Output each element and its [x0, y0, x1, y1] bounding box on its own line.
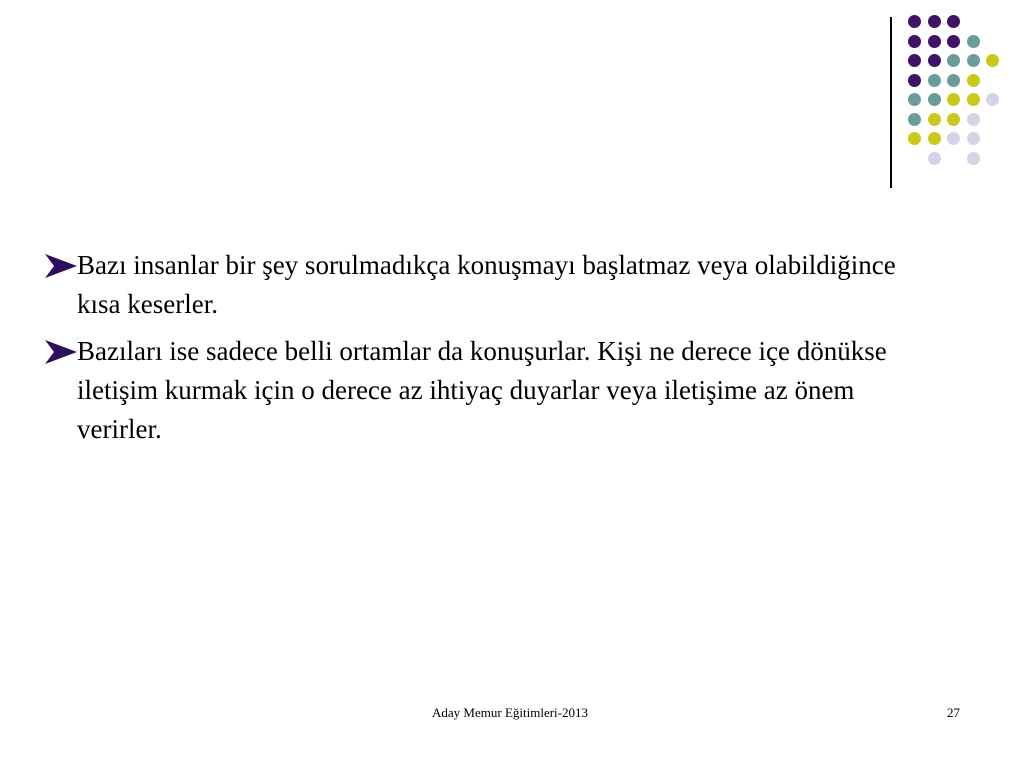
- dot-yellow: [967, 93, 980, 106]
- dot-lavender: [967, 152, 980, 165]
- dot-yellow: [947, 113, 960, 126]
- dot-purple: [947, 35, 960, 48]
- dot-yellow: [928, 132, 941, 145]
- dot-purple: [908, 74, 921, 87]
- dot-teal: [947, 74, 960, 87]
- dot-purple: [908, 35, 921, 48]
- dot-teal: [908, 93, 921, 106]
- slide-content: [40, 246, 900, 457]
- bullet-item-1: [40, 246, 900, 324]
- dot-yellow: [986, 54, 999, 67]
- dot-purple: [908, 15, 921, 28]
- dot-purple: [908, 54, 921, 67]
- dot-teal: [947, 54, 960, 67]
- dot-teal: [928, 74, 941, 87]
- dot-lavender: [986, 93, 999, 106]
- dot-teal: [967, 35, 980, 48]
- dot-teal: [967, 54, 980, 67]
- dot-teal: [928, 93, 941, 106]
- dot-yellow: [908, 132, 921, 145]
- dot-purple: [947, 15, 960, 28]
- dot-yellow: [967, 74, 980, 87]
- dot-purple: [928, 54, 941, 67]
- dot-lavender: [947, 132, 960, 145]
- dot-teal: [908, 113, 921, 126]
- vertical-divider-line: [890, 17, 892, 188]
- dot-lavender: [967, 113, 980, 126]
- dot-grid-icon: [908, 15, 1008, 165]
- dot-purple: [928, 35, 941, 48]
- arrow-bullet-icon: [43, 338, 79, 366]
- bullet-text: Bazı insanlar bir şey sorulmadıkça konuşmayı başlatmaz veya olabildiğince kısa keserler.: [77, 250, 896, 319]
- dot-yellow: [947, 93, 960, 106]
- dot-lavender: [967, 132, 980, 145]
- bullet-text: Bazıları ise sadece belli ortamlar da konuşurlar. Kişi ne derece içe dönükse iletişim kurmak için o derece az ihtiyaç duyarlar veya iletişime az önem verirler.: [77, 336, 887, 444]
- dot-yellow: [928, 113, 941, 126]
- bullet-item-2: [40, 332, 900, 449]
- arrow-bullet-icon: [43, 252, 79, 280]
- dot-lavender: [928, 152, 941, 165]
- dot-purple: [928, 15, 941, 28]
- page-number: 27: [947, 705, 960, 720]
- slide-footer: Aday Memur Eğitimleri-2013: [432, 705, 588, 720]
